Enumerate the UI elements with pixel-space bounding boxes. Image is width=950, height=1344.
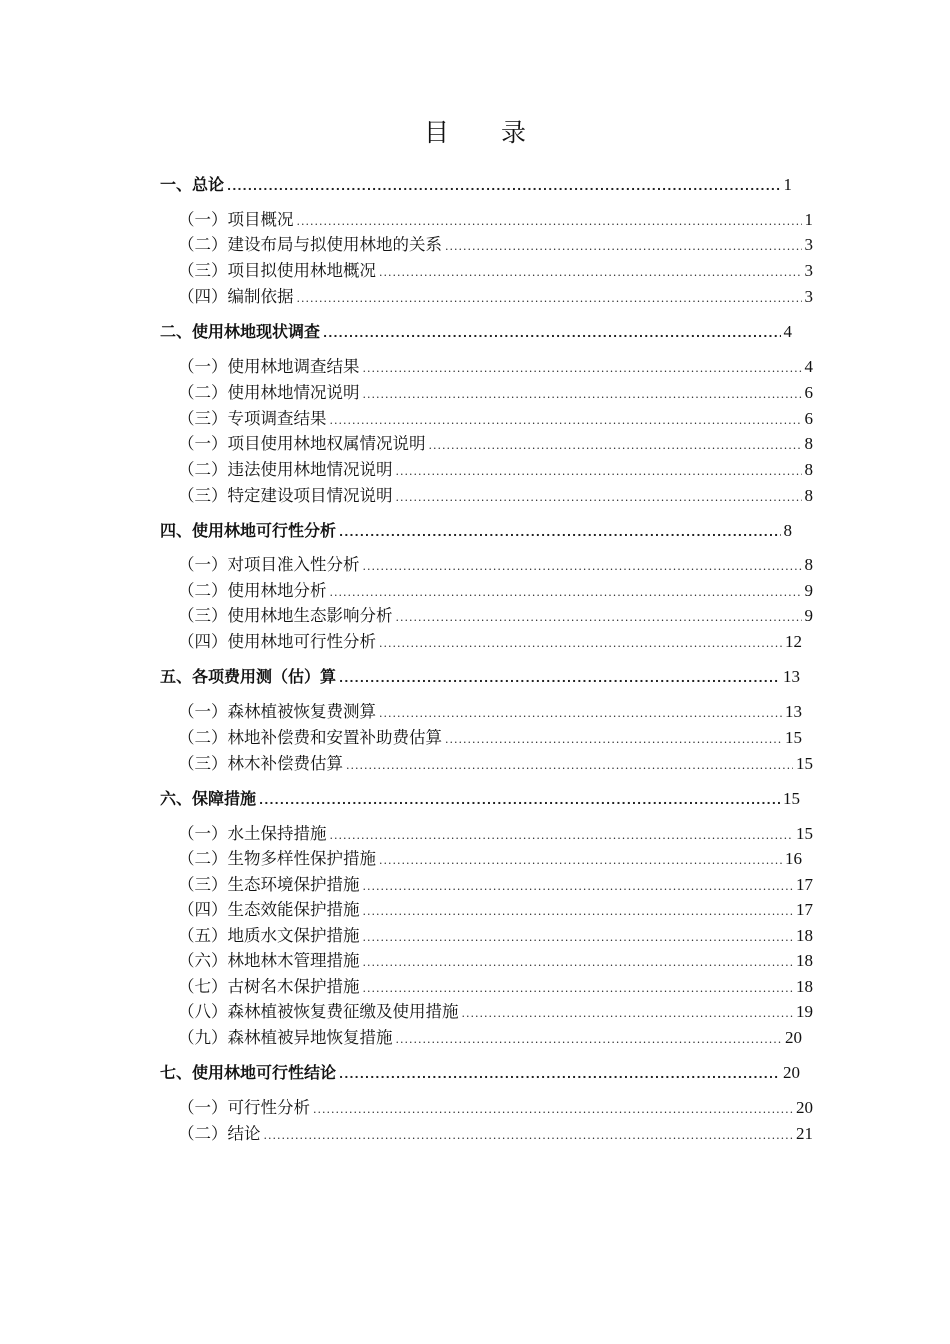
toc-subsection-entry[interactable] — [178, 603, 813, 629]
toc-entry-title: （二）违法使用林地情况说明 — [178, 460, 393, 479]
toc-entry-title: （四）编制依据 — [178, 287, 294, 306]
toc-subsection-entry[interactable] — [178, 578, 813, 604]
toc-entry-title: （四）生态效能保护措施 — [178, 900, 360, 919]
toc-entry-title: 七、使用林地可行性结论 — [160, 1063, 337, 1082]
toc-page-number: 3 — [804, 261, 813, 280]
toc-dot-leader — [264, 1123, 794, 1149]
toc-dot-leader — [339, 666, 780, 692]
toc-entry-title: （八）森林植被恢复费征缴及使用措施 — [178, 1002, 459, 1021]
toc-entry-title: 二、使用林地现状调查 — [160, 322, 321, 341]
toc-subsection-entry[interactable] — [178, 354, 813, 380]
toc-dot-leader — [363, 356, 802, 382]
toc-dot-leader — [259, 788, 780, 814]
toc-subsection-entry[interactable] — [178, 897, 813, 923]
toc-section-entry[interactable] — [160, 518, 792, 544]
toc-section-entry[interactable] — [160, 664, 800, 690]
toc-entry-title: （二）使用林地情况说明 — [178, 383, 360, 402]
toc-entry-title: （九）森林植被异地恢复措施 — [178, 1028, 393, 1047]
toc-page-number: 15 — [783, 789, 800, 808]
toc-subsection-entry[interactable] — [178, 923, 813, 949]
toc-subsection-entry[interactable] — [178, 751, 813, 777]
toc-subsection-entry[interactable] — [178, 872, 813, 898]
toc-page-number: 9 — [804, 581, 813, 600]
toc-subsection-entry[interactable] — [178, 725, 802, 751]
toc-page-number: 1 — [783, 175, 792, 194]
toc-page-number: 18 — [796, 926, 813, 945]
toc-dot-leader — [396, 1027, 783, 1053]
toc-page-number: 8 — [804, 434, 813, 453]
toc-page-number: 20 — [785, 1028, 802, 1047]
toc-dot-leader — [313, 1097, 793, 1123]
toc-subsection-entry[interactable] — [178, 207, 813, 233]
toc-dot-leader — [445, 727, 782, 753]
toc-entry-title: （二）使用林地分析 — [178, 581, 327, 600]
toc-subsection-entry[interactable] — [178, 483, 813, 509]
toc-dot-leader — [396, 459, 802, 485]
toc-page-number: 17 — [796, 900, 813, 919]
toc-dot-leader — [363, 382, 802, 408]
toc-dot-leader — [363, 950, 794, 976]
toc-page-number: 8 — [804, 460, 813, 479]
toc-entry-title: （一）使用林地调查结果 — [178, 357, 360, 376]
toc-dot-leader — [379, 631, 782, 657]
toc-entry-title: 六、保障措施 — [160, 789, 257, 808]
toc-entry-title: （一）对项目准入性分析 — [178, 555, 360, 574]
toc-entry-title: （一）项目概况 — [178, 210, 294, 229]
toc-subsection-entry[interactable] — [178, 552, 813, 578]
toc-page-number: 19 — [796, 1002, 813, 1021]
toc-title: 目 录 — [424, 118, 548, 147]
toc-page-number: 13 — [785, 702, 802, 721]
toc-subsection-entry[interactable] — [178, 948, 813, 974]
toc-entry-title: （二）建设布局与拟使用林地的关系 — [178, 235, 442, 254]
toc-subsection-entry[interactable] — [178, 406, 813, 432]
toc-dot-leader — [346, 753, 793, 779]
toc-entry-title: （一）可行性分析 — [178, 1098, 310, 1117]
toc-dot-leader — [227, 174, 780, 200]
toc-page-number: 18 — [796, 977, 813, 996]
toc-section-entry[interactable] — [160, 786, 800, 812]
toc-entry-title: （二）结论 — [178, 1124, 261, 1143]
toc-page-number: 15 — [796, 754, 813, 773]
toc-dot-leader — [363, 554, 802, 580]
toc-page-number: 17 — [796, 875, 813, 894]
toc-dot-leader — [363, 899, 794, 925]
toc-page-number: 9 — [804, 606, 813, 625]
toc-page-number: 15 — [785, 728, 802, 747]
toc-entry-title: （三）特定建设项目情况说明 — [178, 486, 393, 505]
toc-page-number: 1 — [804, 210, 813, 229]
toc-page-number: 6 — [804, 409, 813, 428]
toc-subsection-entry[interactable] — [178, 1121, 813, 1147]
toc-page-number: 20 — [796, 1098, 813, 1117]
toc-subsection-entry[interactable] — [178, 821, 813, 847]
toc-subsection-entry[interactable] — [178, 629, 802, 655]
toc-subsection-entry[interactable] — [178, 1095, 813, 1121]
toc-subsection-entry[interactable] — [178, 1025, 802, 1051]
toc-subsection-entry[interactable] — [178, 846, 802, 872]
toc-entry-title: 五、各项费用测（估）算 — [160, 667, 337, 686]
toc-entry-title: （六）林地林木管理措施 — [178, 951, 360, 970]
toc-dot-leader — [339, 520, 780, 546]
toc-dot-leader — [396, 605, 802, 631]
toc-dot-leader — [379, 848, 782, 874]
toc-page-number: 13 — [783, 667, 800, 686]
toc-entry-title: （三）使用林地生态影响分析 — [178, 606, 393, 625]
toc-page-number: 12 — [785, 632, 802, 651]
toc-entry-title: （三）项目拟使用林地概况 — [178, 261, 376, 280]
toc-dot-leader — [462, 1001, 794, 1027]
toc-entry-title: （四）使用林地可行性分析 — [178, 632, 376, 651]
toc-entry-title: （三）生态环境保护措施 — [178, 875, 360, 894]
toc-subsection-entry[interactable] — [178, 999, 813, 1025]
toc-page-number: 18 — [796, 951, 813, 970]
toc-entry-title: （三）林木补偿费估算 — [178, 754, 343, 773]
toc-subsection-entry[interactable] — [178, 974, 813, 1000]
toc-page-number: 8 — [804, 486, 813, 505]
toc-entry-title: 四、使用林地可行性分析 — [160, 521, 337, 540]
toc-page-number: 4 — [804, 357, 813, 376]
toc-entry-title: （二）林地补偿费和安置补助费估算 — [178, 728, 442, 747]
toc-dot-leader — [339, 1062, 780, 1088]
toc-page-number: 20 — [783, 1063, 800, 1082]
toc-subsection-entry[interactable] — [178, 431, 813, 457]
toc-subsection-entry[interactable] — [178, 457, 813, 483]
toc-entry-title: （五）地质水文保护措施 — [178, 926, 360, 945]
toc-dot-leader — [323, 321, 780, 347]
toc-section-entry[interactable] — [160, 319, 792, 345]
toc-subsection-entry[interactable] — [178, 380, 813, 406]
toc-dot-leader — [297, 286, 802, 312]
toc-dot-leader — [379, 260, 802, 286]
toc-page-number: 8 — [804, 555, 813, 574]
toc-entry-title: 一、总论 — [160, 175, 225, 194]
toc-entry-title: （三）专项调查结果 — [178, 409, 327, 428]
toc-page-number: 8 — [783, 521, 792, 540]
toc-page-number: 21 — [796, 1124, 813, 1143]
toc-page-number: 16 — [785, 849, 802, 868]
toc-page-number: 15 — [796, 824, 813, 843]
toc-page-number: 3 — [804, 235, 813, 254]
toc-dot-leader — [396, 485, 802, 511]
toc-subsection-entry[interactable] — [178, 699, 802, 725]
toc-page-number: 6 — [804, 383, 813, 402]
toc-subsection-entry[interactable] — [178, 232, 813, 258]
toc-entry-title: （七）古树名木保护措施 — [178, 977, 360, 996]
toc-page-number: 4 — [783, 322, 792, 341]
toc-dot-leader — [429, 433, 802, 459]
toc-subsection-entry[interactable] — [178, 258, 813, 284]
toc-page-number: 3 — [804, 287, 813, 306]
toc-dot-leader — [445, 234, 802, 260]
toc-entry-title: （一）森林植被恢复费测算 — [178, 702, 376, 721]
toc-entry-title: （二）生物多样性保护措施 — [178, 849, 376, 868]
toc-entry-title: （一）水土保持措施 — [178, 824, 327, 843]
toc-entry-title: （一）项目使用林地权属情况说明 — [178, 434, 426, 453]
toc-subsection-entry[interactable] — [178, 284, 813, 310]
toc-section-entry[interactable] — [160, 1060, 800, 1086]
toc-dot-leader — [379, 701, 782, 727]
toc-section-entry[interactable] — [160, 172, 792, 198]
